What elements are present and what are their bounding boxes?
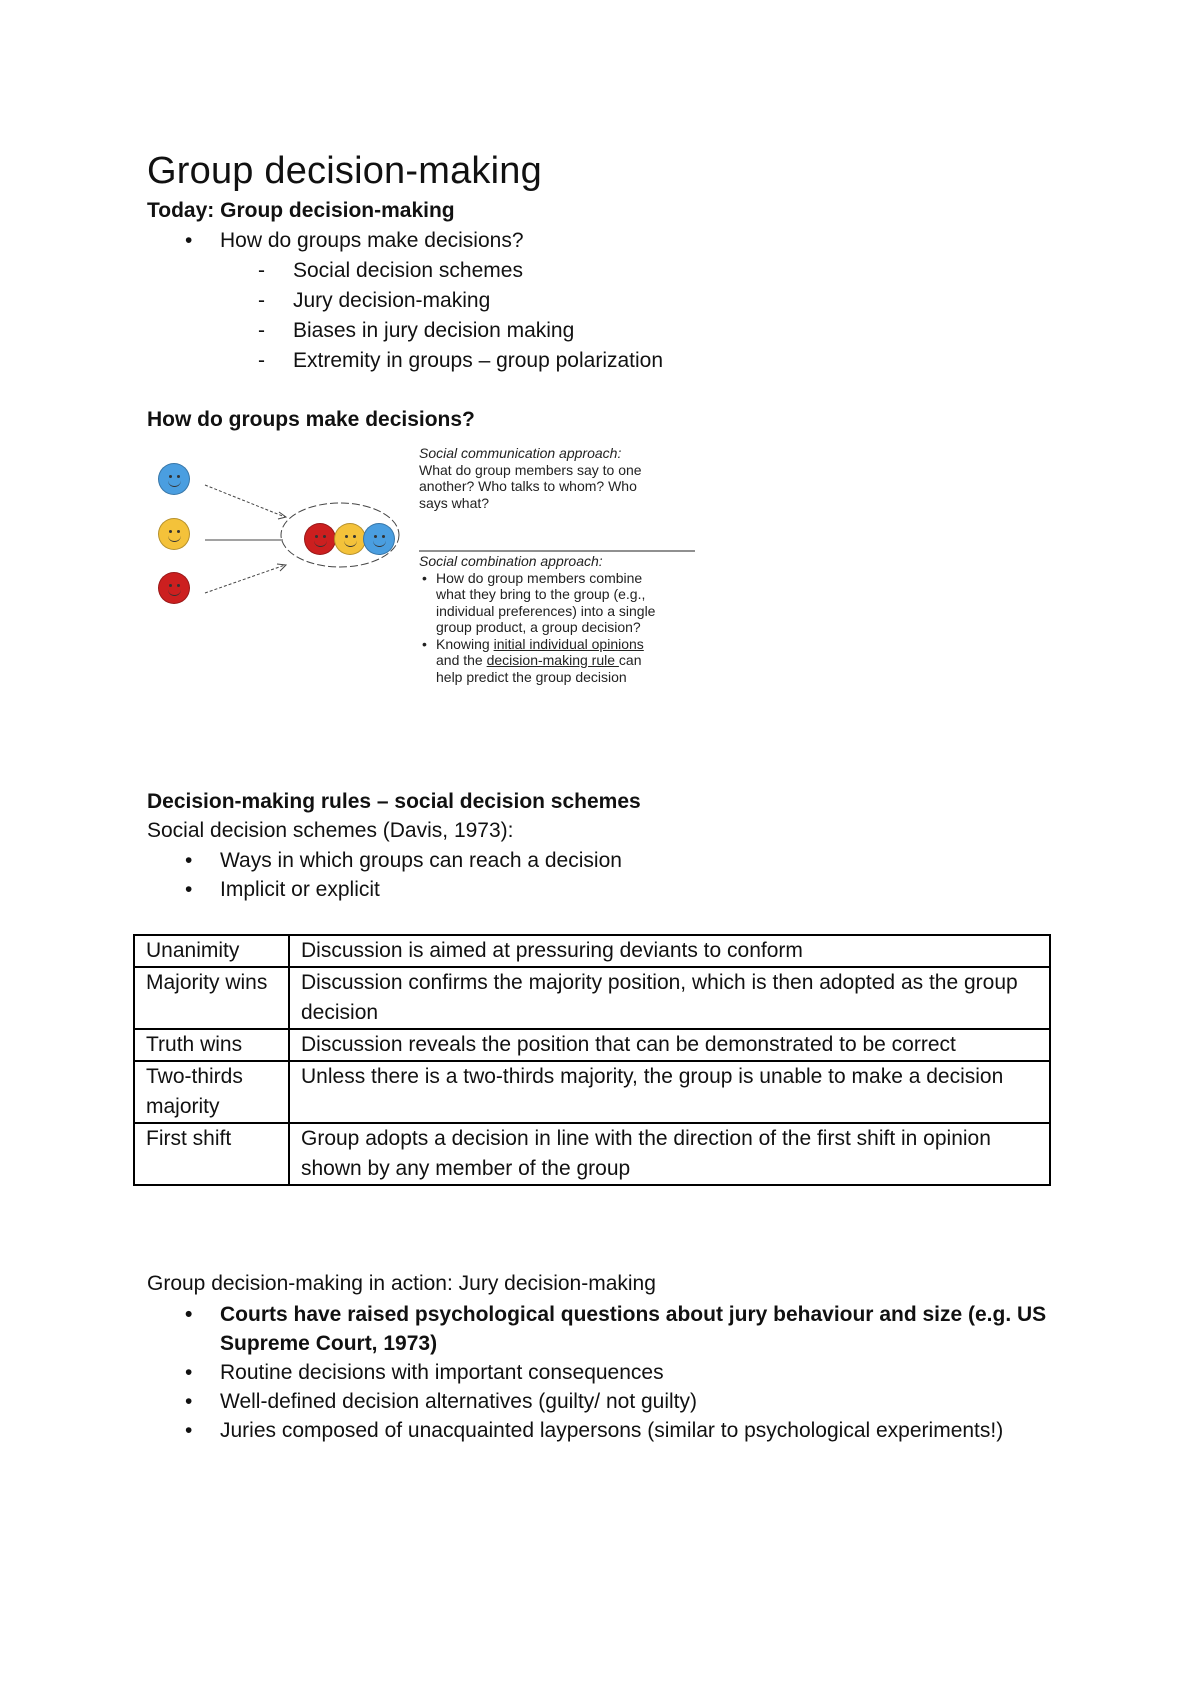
- bullet-icon: •: [185, 878, 193, 901]
- combination-approach-text: [419, 553, 704, 685]
- intro-bullet-list: [0, 226, 524, 255]
- dash-icon: -: [258, 349, 265, 372]
- table-row: [134, 1061, 1050, 1123]
- arrow-red: [205, 565, 285, 593]
- list-item: • Routine decisions with important consequences: [0, 1358, 1100, 1387]
- communication-title: Social communication approach:: [419, 445, 622, 461]
- dash-icon: -: [258, 319, 265, 342]
- dash-icon: -: [258, 289, 265, 312]
- list-item: • How do group members combine what they bring to the group (e.g., individual preferences) into a single group product, a group decision?: [422, 569, 656, 635]
- table-cell-desc: Group adopts a decision in line with the direction of the first shift in opinion shown by any member of the group: [289, 1123, 1050, 1185]
- rules-bullet-list: [0, 846, 622, 904]
- table-cell-rule: Unanimity: [134, 935, 289, 967]
- section-rules-heading: Decision-making rules – social decision schemes: [147, 790, 641, 813]
- table-cell-desc: Discussion confirms the majority position, which is then adopted as the group decision: [289, 967, 1050, 1029]
- communication-approach-text: Social communication approach: What do group members say to one another? Who talks to whom? Who says what?: [419, 445, 704, 511]
- bullet-icon: •: [185, 1390, 193, 1413]
- intro-dash-list: [0, 256, 663, 376]
- decision-schemes-table: [133, 934, 1051, 1186]
- bullet-icon: •: [185, 1303, 193, 1326]
- table-cell-rule: First shift: [134, 1123, 289, 1185]
- list-item: - Extremity in groups – group polarization: [0, 346, 663, 376]
- list-item: • Knowing initial individual opinions and the decision-making rule can help predict the group decision: [422, 635, 644, 685]
- table-row: [134, 967, 1050, 1029]
- list-item: • Well-defined decision alternatives (guilty/ not guilty): [0, 1387, 1100, 1416]
- table-cell-desc: Discussion reveals the position that can be demonstrated to be correct: [289, 1029, 1050, 1061]
- table-cell-rule: Majority wins: [134, 967, 289, 1029]
- bullet-icon: •: [185, 1419, 193, 1442]
- arrow-blue: [205, 485, 285, 517]
- table-cell-rule: Truth wins: [134, 1029, 289, 1061]
- face-yellow-icon: [158, 518, 190, 550]
- table-cell-desc: Discussion is aimed at pressuring deviants to conform: [289, 935, 1050, 967]
- bullet-icon: •: [185, 1361, 193, 1384]
- table-cell-rule: Two-thirds majority: [134, 1061, 289, 1123]
- list-item: • Courts have raised psychological questions about jury behaviour and size (e.g. US Supreme Court, 1973): [0, 1300, 1100, 1358]
- list-item: • Implicit or explicit: [0, 875, 622, 904]
- intro-heading: Today: Group decision-making: [147, 199, 455, 222]
- bullet-icon: •: [185, 229, 193, 252]
- list-item: - Jury decision-making: [0, 286, 663, 316]
- group-face-red-icon: [304, 523, 336, 555]
- list-item: • Ways in which groups can reach a decision: [0, 846, 622, 875]
- table-cell-desc: Unless there is a two-thirds majority, the group is unable to make a decision: [289, 1061, 1050, 1123]
- group-face-blue-icon: [363, 523, 395, 555]
- list-item: • How do groups make decisions?: [0, 226, 524, 255]
- page-title: Group decision-making: [147, 150, 542, 192]
- dash-icon: -: [258, 259, 265, 282]
- list-item: - Social decision schemes: [0, 256, 663, 286]
- list-item: • Juries composed of unacquainted laypersons (similar to psychological experiments!): [0, 1416, 1100, 1445]
- table-row: [134, 1123, 1050, 1185]
- table-row: [134, 1029, 1050, 1061]
- section-jury-heading: Group decision-making in action: Jury decision-making: [147, 1272, 656, 1295]
- group-face-yellow-icon: [334, 523, 366, 555]
- table-row: [134, 935, 1050, 967]
- face-red-icon: [158, 572, 190, 604]
- section-how-heading: How do groups make decisions?: [147, 408, 475, 431]
- jury-bullet-list: [0, 1300, 1100, 1445]
- section-rules-subline: Social decision schemes (Davis, 1973):: [147, 819, 514, 842]
- list-item: - Biases in jury decision making: [0, 316, 663, 346]
- combination-title: Social combination approach:: [419, 553, 603, 569]
- group-decision-diagram: [145, 445, 705, 690]
- bullet-icon: •: [185, 849, 193, 872]
- face-blue-icon: [158, 463, 190, 495]
